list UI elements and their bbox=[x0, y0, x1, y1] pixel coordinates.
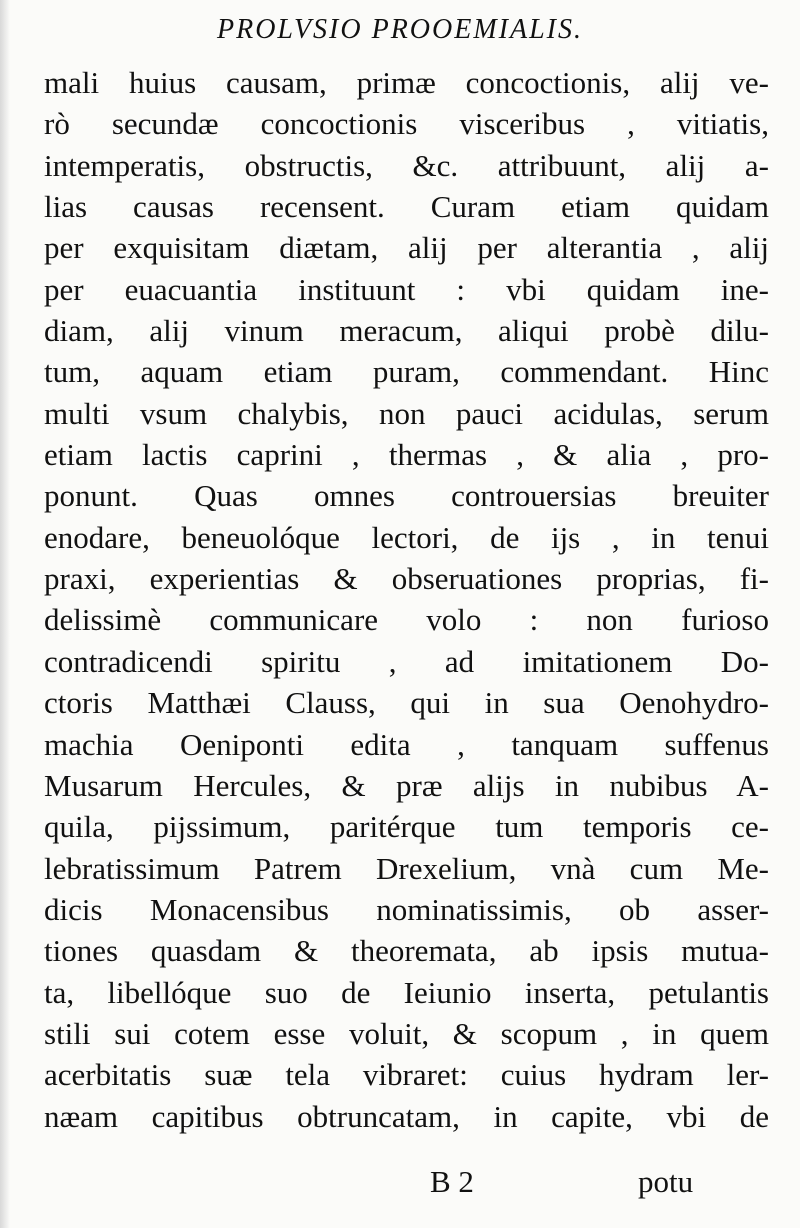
text-line: rò secundæ concoctionis visceribus , vitiatis, bbox=[44, 106, 769, 142]
text-line: contradicendi spiritu , ad imitationem Do- bbox=[44, 643, 769, 679]
text-line: ctoris Matthæi Clauss, qui in sua Oenohydro- bbox=[44, 685, 769, 721]
text-line: per exquisitam diætam, alij per alterantia , alij bbox=[44, 230, 769, 266]
text-line: lias causas recensent. Curam etiam quidam bbox=[44, 189, 769, 225]
page-footer bbox=[0, 1160, 800, 1204]
text-line: multi vsum chalybis, non pauci acidulas, serum bbox=[44, 395, 769, 431]
text-line: machia Oeniponti edita , tanquam suffenus bbox=[44, 726, 769, 762]
text-line: diam, alij vinum meracum, aliqui probè dilu- bbox=[44, 313, 769, 349]
text-line: enodare, beneuolóque lectori, de ijs , in tenui bbox=[44, 519, 769, 555]
page-gutter-shadow bbox=[0, 0, 10, 1228]
text-line: dicis Monacensibus nominatissimis, ob asser- bbox=[44, 891, 769, 927]
running-head: PROLVSIO PROOEMIALIS. bbox=[216, 14, 583, 45]
text-line: lebratissimum Patrem Drexelium, vnà cum Me- bbox=[44, 850, 769, 886]
signature-mark: B 2 bbox=[430, 1164, 474, 1199]
text-line: tiones quasdam & theoremata, ab ipsis mutua- bbox=[44, 933, 769, 969]
text-line: tum, aquam etiam puram, commendant. Hinc bbox=[44, 354, 769, 390]
text-line: ponunt. Quas omnes controuersias breuiter bbox=[44, 478, 769, 514]
body-text bbox=[44, 62, 769, 1137]
text-line: næam capitibus obtruncatam, in capite, vbi de bbox=[44, 1098, 769, 1134]
text-line: delissimè communicare volo : non furioso bbox=[44, 602, 769, 638]
text-line: intemperatis, obstructis, &c. attribuunt, alij a- bbox=[44, 147, 769, 183]
text-line: etiam lactis caprini , thermas , & alia , pro- bbox=[44, 437, 769, 473]
text-line: mali huius causam, primæ concoctionis, alij ve- bbox=[44, 65, 769, 100]
text-line: stili sui cotem esse voluit, & scopum , in quem bbox=[44, 1015, 769, 1051]
text-line: acerbitatis suæ tela vibraret: cuius hydram ler- bbox=[44, 1057, 769, 1093]
text-line: quila, pijssimum, paritérque tum temporis ce- bbox=[44, 809, 769, 845]
text-line: Musarum Hercules, & præ alijs in nubibus A- bbox=[44, 767, 769, 803]
text-line: per euacuantia instituunt : vbi quidam ine- bbox=[44, 271, 769, 307]
text-line: praxi, experientias & obseruationes proprias, fi- bbox=[44, 561, 769, 597]
catchword: potu bbox=[638, 1164, 694, 1199]
text-line: ta, libellóque suo de Ieiunio inserta, petulantis bbox=[44, 974, 769, 1010]
